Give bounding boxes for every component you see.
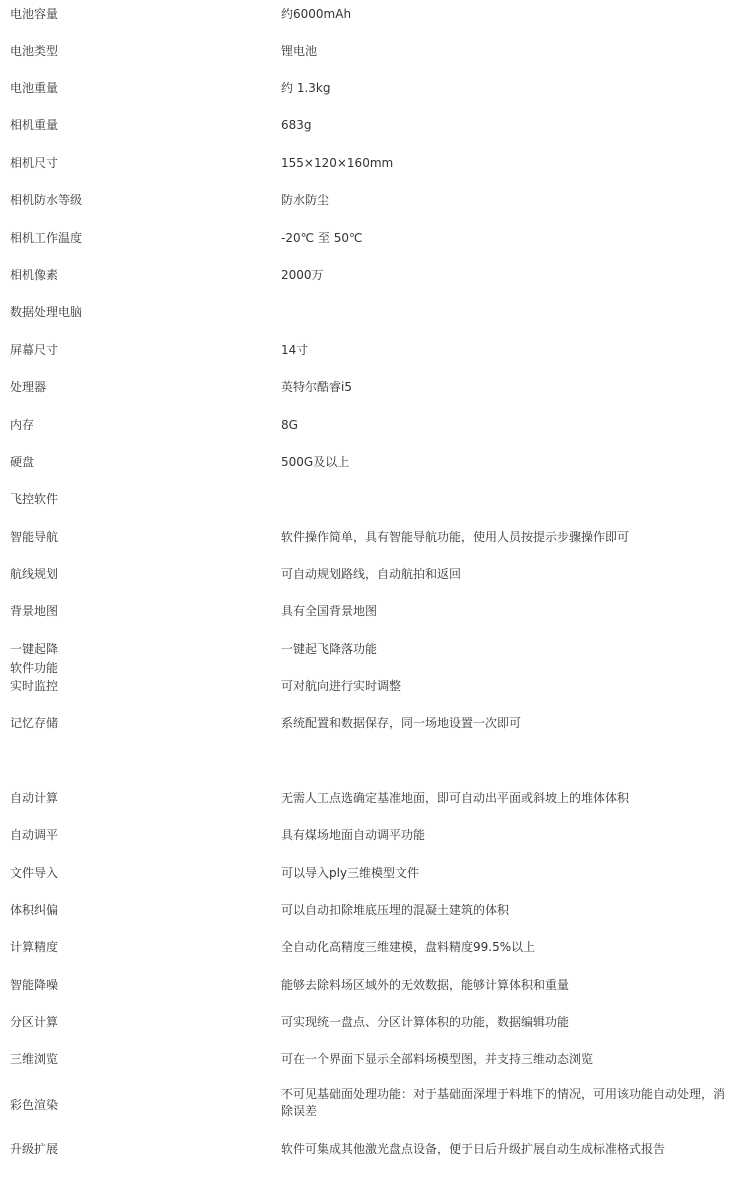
spec-label: 航线规划 (10, 567, 59, 581)
spec-value: 155×120×160mm (281, 156, 394, 170)
spec-label: 一键起降 (10, 642, 59, 656)
spec-value: 683g (281, 118, 312, 132)
spec-value: 系统配置和数据保存，同一场地设置一次即可 (281, 716, 522, 730)
spec-label: 三维浏览 (10, 1052, 59, 1066)
spec-value: 8G (281, 418, 298, 432)
spec-label: 分区计算 (10, 1015, 59, 1029)
spec-label: 处理器 (10, 380, 47, 394)
spec-label: 相机像素 (10, 268, 59, 282)
spec-value: 约 1.3kg (281, 81, 331, 95)
spec-value: 500G及以上 (281, 455, 350, 469)
spec-value: 英特尔酷睿i5 (281, 380, 352, 394)
spec-label: 电池类型 (10, 44, 59, 58)
spec-value: 可自动规划路线，自动航拍和返回 (281, 567, 462, 581)
spec-label: 计算精度 (10, 940, 59, 954)
section-heading: 软件功能 (10, 661, 59, 675)
spec-label: 电池容量 (10, 7, 59, 21)
spec-value: 2000万 (281, 268, 324, 282)
spec-label: 实时监控 (10, 679, 59, 693)
spec-value: 防水防尘 (281, 193, 330, 207)
spec-value: 具有全国背景地图 (281, 604, 378, 618)
spec-value: 可以自动扣除堆底压埋的混凝土建筑的体积 (281, 903, 510, 917)
spec-value: 不可见基础面处理功能：对于基础面深埋于料堆下的情况，可用该功能自动处理，消除误差 (281, 1087, 726, 1118)
spec-value: 可以导入ply三维模型文件 (281, 866, 420, 880)
spec-value: 可实现统一盘点、分区计算体积的功能，数据编辑功能 (281, 1015, 570, 1029)
spec-value: 可在一个界面下显示全部料场模型图，并支持三维动态浏览 (281, 1052, 594, 1066)
spec-value: 具有煤场地面自动调平功能 (281, 828, 426, 842)
spec-label: 相机工作温度 (10, 231, 83, 245)
spec-label: 记忆存储 (10, 716, 59, 730)
spec-value: 锂电池 (281, 44, 318, 58)
spec-value: -20℃ 至 50℃ (281, 231, 363, 245)
spec-label: 自动计算 (10, 791, 59, 805)
spec-label: 相机重量 (10, 118, 59, 132)
spec-value: 软件可集成其他激光盘点设备，便于日后升级扩展自动生成标准格式报告 (281, 1142, 666, 1156)
spec-value: 全自动化高精度三维建模，盘料精度99.5%以上 (281, 940, 536, 954)
spec-label: 相机防水等级 (10, 193, 83, 207)
spec-label: 相机尺寸 (10, 156, 59, 170)
section-heading: 数据处理电脑 (10, 305, 83, 319)
spec-label: 智能导航 (10, 530, 59, 544)
spec-value: 软件操作简单，具有智能导航功能，使用人员按提示步骤操作即可 (281, 530, 630, 544)
spec-label: 升级扩展 (10, 1142, 59, 1156)
spec-label: 屏幕尺寸 (10, 343, 59, 357)
spec-value: 14寸 (281, 343, 309, 357)
spec-value: 约6000mAh (281, 7, 352, 21)
spec-label: 内存 (10, 418, 35, 432)
spec-label: 自动调平 (10, 828, 59, 842)
spec-label: 智能降噪 (10, 978, 59, 992)
spec-label: 硬盘 (10, 455, 35, 469)
spec-value: 无需人工点选确定基准地面，即可自动出平面或斜坡上的堆体体积 (281, 791, 630, 805)
spec-label: 彩色渲染 (10, 1098, 59, 1112)
spec-label: 背景地图 (10, 604, 59, 618)
spec-value: 可对航向进行实时调整 (281, 679, 402, 693)
section-heading: 飞控软件 (10, 492, 59, 506)
spec-value: 一键起飞降落功能 (281, 642, 378, 656)
spec-label: 体积纠偏 (10, 903, 59, 917)
spec-value: 能够去除料场区域外的无效数据，能够计算体积和重量 (281, 978, 570, 992)
spec-label: 文件导入 (10, 866, 59, 880)
spec-label: 电池重量 (10, 81, 59, 95)
